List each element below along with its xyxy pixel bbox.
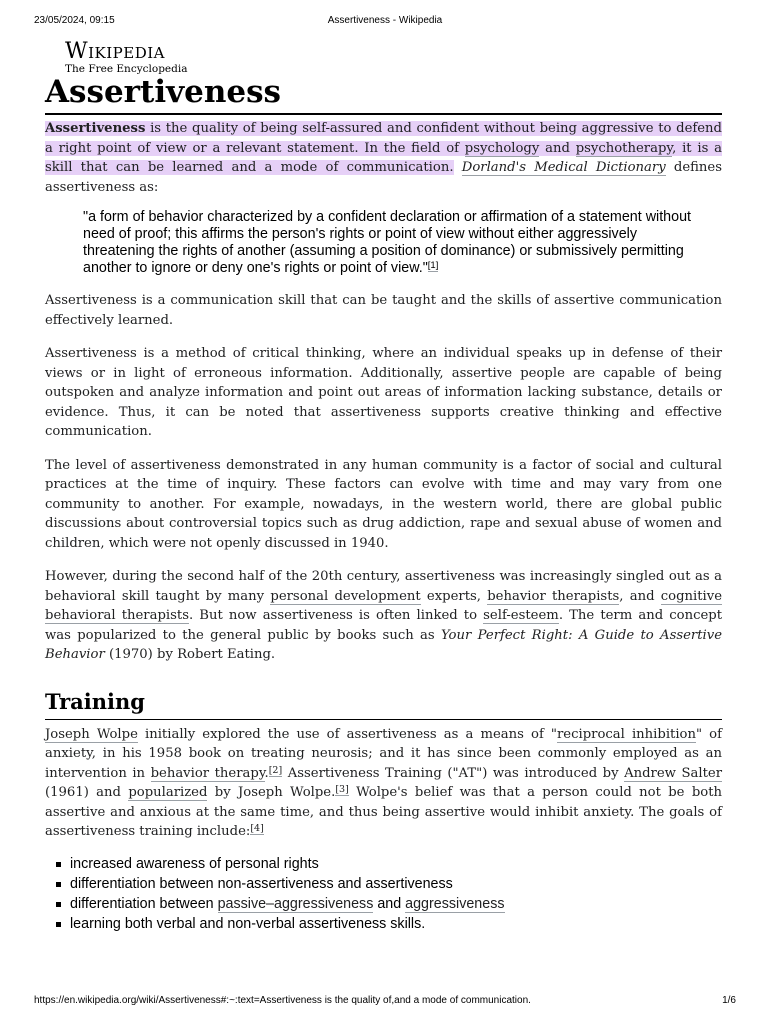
section-heading-training: Training [45, 687, 722, 720]
paragraph-training: Joseph Wolpe initially explored the use of assertiveness as a means of "reciprocal inhibition" of anxiety, in his 1958 book on treating neurosis; and it has since been commonly employed as an intervention in behavior therapy.[2] Assertiveness Training ("AT") was introduced by Andrew Salter (1961) and popularized by Joseph Wolpe.[3] Wolpe's belief was that a person could not be both assertive and anxious at the same time, and thus being assertive would inhibit anxiety. The goals of assertiveness training include:[4] [45, 726, 722, 839]
training-goals-list [45, 854, 722, 934]
link-behavior-therapy[interactable]: behavior therapy [150, 765, 265, 781]
link-andrew-salter[interactable]: Andrew Salter [624, 765, 722, 781]
page-title: Assertiveness [45, 72, 722, 115]
list-item: differentiation between non-assertiveness and assertiveness [70, 874, 722, 894]
paragraph-critical-thinking: Assertiveness is a method of critical thinking, where an individual speaks up in defense of their views or in light of erroneous information. Additionally, assertive people are capable of being outspoken and analyze information and point out areas of information lacking substance, details or evidence. Thus, it can be noted that assertiveness supports creative thinking and effective communication. [45, 346, 722, 439]
logo-tagline: The Free Encyclopedia [65, 63, 188, 75]
reference-4[interactable]: [4] [250, 823, 264, 834]
highlighted-text: Assertiveness is the quality of being self-assured and confident without being aggressive to defend a right point of view or a relevant statement. In the field of psychology and psychotherapy, it is a skill that can be learned and a mode of communication. [45, 121, 722, 175]
link-cognitive-behavioral-therapists[interactable]: cognitive behavioral therapists [45, 588, 723, 623]
reference-1[interactable]: [1] [427, 260, 439, 271]
print-datetime: 23/05/2024, 09:15 [34, 15, 115, 26]
paragraph-communication-skill: Assertiveness is a communication skill that can be taught and the skills of assertive communication effectively learned. [45, 293, 722, 328]
list-item: increased awareness of personal rights [70, 854, 722, 874]
book-title: Your Perfect Right: A Guide to Assertive Behavior [45, 627, 722, 662]
link-psychology[interactable]: psychology [464, 140, 540, 156]
link-passive-aggressiveness[interactable]: passive–aggressiveness [217, 895, 374, 912]
definition-blockquote: "a form of behavior characterized by a confident declaration or affirmation of a statement without need of proof; this affirms the person's rights or point of view without either aggressively threatening the rights of another (assuming a position of dominance) or submissively permitting another to ignore or deny one's rights or point of view."[1] [83, 209, 691, 276]
logo-wordmark: Wikipedia [65, 39, 165, 64]
link-self-esteem[interactable]: self-esteem [483, 608, 559, 623]
link-psychotherapy[interactable]: psychotherapy [575, 140, 673, 156]
reference-2[interactable]: [2] [268, 764, 283, 776]
bold-term: Assertiveness [45, 121, 146, 136]
link-joseph-wolpe[interactable]: Joseph Wolpe [45, 726, 138, 742]
link-popularized[interactable]: popularized [128, 785, 208, 800]
paragraph-social-cultural: The level of assertiveness demonstrated in any human community is a factor of social and cultural practices at the time of inquiry. These factors can evolve with time and may vary from one community to another. For example, nowadays, in the western world, there are global public discussions about controversial topics such as drug addiction, rape and sexual abuse of women and children, which were not openly discussed in 1940. [45, 457, 722, 551]
link-aggressiveness[interactable]: aggressiveness [405, 895, 505, 912]
paragraph-history: However, during the second half of the 20th century, assertiveness was increasingly singled out as a behavioral skill taught by many personal development experts, behavior therapists, and cognitive behavioral therapists. But now assertiveness is often linked to self-esteem. The term and concept was popularized to the general public by books such as Your Perfect Right: A Guide to Assertive Behavior (1970) by Robert Eating. [45, 569, 723, 662]
print-footer [34, 995, 736, 1009]
link-reciprocal-inhibition[interactable]: reciprocal inhibition [557, 726, 696, 742]
wikipedia-logo[interactable] [65, 40, 187, 76]
link-behavior-therapists[interactable]: behavior therapists [487, 588, 620, 604]
link-personal-development[interactable]: personal development [270, 588, 421, 604]
list-item: differentiation between passive–aggressiveness and aggressiveness [70, 894, 722, 914]
article-body [45, 119, 722, 934]
print-page-number: 1/6 [722, 995, 736, 1006]
list-item: learning both verbal and non-verbal assertiveness skills. [70, 914, 722, 934]
print-url: https://en.wikipedia.org/wiki/Assertiveness#:~:text=Assertiveness is the quality of,and a mode of communication. [34, 995, 531, 1006]
reference-3[interactable]: [3] [335, 784, 349, 795]
intro-paragraph: Assertiveness is the quality of being self-assured and confident without being aggressive to defend a right point of view or a relevant statement. In the field of psychology and psychotherapy, it is a skill that can be learned and a mode of communication. Dorland's Medical Dictionary defines assertiveness as: [45, 121, 722, 195]
print-page-title: Assertiveness - Wikipedia [327, 15, 443, 26]
print-header [34, 15, 736, 29]
link-dorlands-dictionary[interactable]: Dorland's Medical Dictionary [461, 160, 666, 175]
